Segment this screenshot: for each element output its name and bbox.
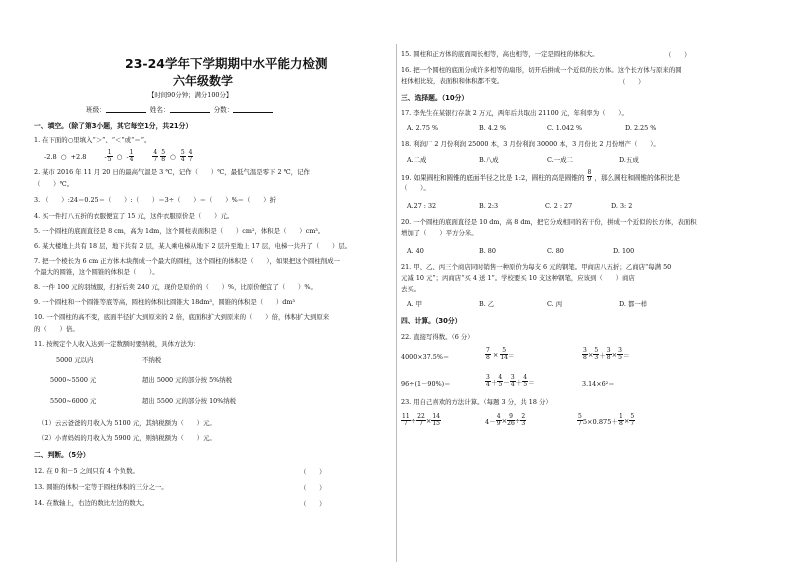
- q19-text-a: 19. 如果圆柱和圆锥的底面半径之比是 1:2，圆柱的高是圆锥的: [401, 173, 585, 182]
- section-2-title: 二、判断。（5分）: [34, 451, 90, 459]
- q16-text-a: 16. 把一个圆柱的底面分成许多相等的扇形，切开后拼成一个近似的长方体。这个长方体与原来的圆: [401, 66, 682, 74]
- q17-text: 17. 李先生在某银行存款 2 万元，两年后共取出 21100 元，年利率为（ ）。: [401, 109, 628, 117]
- q22-item-2: $\frac{7}{8}$ × $\frac{5}{14}$ ＝: [486, 347, 515, 361]
- exam-meta: 【时间90分钟；满分100分】: [148, 91, 233, 99]
- tax-row-3-rule: 超出 5500 元的部分按 10%纳税: [142, 397, 237, 405]
- fraction: $\frac{5}{4}$: [180, 149, 185, 163]
- section-4-title: 四、计算。（30分）: [401, 317, 462, 325]
- q8-text: 8. 一件 100 元的羽绒服，打折后卖 240 元，现价是原价的（ ）%，比原价便宜了（ ）%。: [34, 283, 317, 291]
- q22-item-5: $\frac{3}{4}$ ＋ $\frac{4}{5}$ － $\frac{3}{4}$ ＋ $\frac{4}{5}$ ＝: [486, 374, 535, 388]
- q19-text-b: ，那么圆柱和圆锥的体积比是: [594, 173, 681, 182]
- q1-text: 1. 在下面的○里填入“＞”、“＜”或“＝”。: [34, 136, 151, 144]
- q18-text: 18. 利润厂 2 月份利润 25000 本，3 月份利润 30000 本，3 月份比 2 月份增产（ ）。: [401, 140, 660, 148]
- fraction: $\frac{1}{5}$: [107, 149, 112, 163]
- q18-option-c[interactable]: C.一成二: [547, 156, 573, 164]
- q19-option-c[interactable]: C. 2 : 27: [545, 202, 573, 210]
- q22-item-6: 3.14×6²＝: [582, 380, 615, 388]
- q17-option-d[interactable]: D. 2.25 %: [625, 124, 657, 132]
- q2-text-a: 2. 某市 2016 年 11 月 20 日的最高气温是 3 ℃，记作（ ）℃，最低气温是零下 2 ℃，记作: [34, 168, 310, 176]
- tax-row-2-range: 5000~5500 元: [50, 376, 97, 384]
- tax-row-1-range: 5000 元以内: [56, 356, 94, 364]
- tax-row-2-rule: 超出 5000 元的部分按 5%纳税: [142, 376, 233, 384]
- q21-text-b: 元减 10 元”；丙商店“买 4 送 1”。学校要买 10 支这种钢笔，应该到（ ）商店: [401, 274, 635, 282]
- student-info: [86, 104, 273, 114]
- section-3-title: 三、选择题。（10分）: [401, 94, 469, 102]
- q13-answer-box[interactable]: （ ）: [300, 484, 326, 492]
- q10-text-a: 10. 一个圆柱的高不变，底面半径扩大到原来的 2 倍，底面积扩大到原来的（ ）倍，体积扩大到原来: [34, 313, 330, 321]
- q11-part-1: （1）云云爸爸的月收入为 5100 元，其纳税额为（ ）元。: [38, 419, 216, 427]
- score-field[interactable]: [233, 106, 273, 113]
- q22-text: 22. 直接写得数。（6 分）: [401, 333, 474, 341]
- q20-text-a: 20. 一个圆柱的底面直径是 10 dm，高 8 dm，把它分成相同的若干份，拼成一个近似的长方体，表面积: [401, 218, 697, 226]
- minus-sign: -: [104, 152, 107, 161]
- q13-text: 13. 圆锥的体积一定等于圆柱体积的三分之一。: [34, 483, 168, 491]
- q22-item-4: 96÷(1－90%)＝: [401, 380, 451, 388]
- name-field[interactable]: [170, 106, 210, 113]
- q21-text-a: 21. 甲、乙、丙三个商店同时销售一种原价为每支 6 元的钢笔。甲商店八五折；乙商店“每满 50: [401, 263, 672, 271]
- q21-option-c[interactable]: C. 丙: [547, 300, 563, 308]
- q14-answer-box[interactable]: （ ）: [300, 500, 326, 508]
- q16-text-b: 柱体相比较，表面积和体积都不变。: [401, 77, 504, 85]
- q20-option-c[interactable]: C. 80: [547, 247, 564, 255]
- q23-item-2: 4－ $\frac{4}{9}$ × $\frac{9}{26}$ ÷ $\frac{2}{3}$: [485, 413, 526, 427]
- q5-text: 5. 一个圆柱的底面直径是 8 cm，高为 1dm，这个圆柱表面积是（ ）cm²，体积是（ ）cm³。: [34, 227, 325, 235]
- compare-circle[interactable]: ○: [170, 152, 176, 161]
- fraction: $\frac{4}{7}$: [153, 149, 158, 163]
- q6-text: 6. 某大楼地上共有 18 层，地下共有 2 层，某人乘电梯从地下 2 层升至地上 17 层，电梯一共升了（ ）层。: [34, 242, 352, 250]
- q19-option-d[interactable]: D. 3: 2: [611, 202, 633, 210]
- q7-text-a: 7. 把一个棱长为 6 cm 正方体木块削成一个最大的圆柱，这个圆柱的体积是（ ），如果把这个圆柱削成一: [34, 257, 340, 265]
- q19-text-c: （ ）。: [401, 184, 430, 192]
- section-1-title: 一、填空。（除了第3小题，其它每空1分，共21分）: [34, 122, 193, 130]
- q18-option-b[interactable]: B.八成: [479, 156, 499, 164]
- q12-answer-box[interactable]: （ ）: [300, 468, 326, 476]
- fraction: $\frac{8}{9}$: [587, 169, 592, 183]
- q15-answer-box[interactable]: （ ）: [665, 51, 691, 59]
- q23-item-3: $\frac{5}{7}$ 5×0.875＋ $\frac{1}{8}$ × $\frac{5}{7}$: [578, 413, 635, 427]
- column-divider: [396, 44, 397, 562]
- q1-a-left: -2.8: [44, 152, 57, 161]
- q18-option-d[interactable]: D.五成: [619, 156, 639, 164]
- q21-option-b[interactable]: B. 乙: [479, 300, 495, 308]
- q21-option-d[interactable]: D. 都一样: [619, 300, 648, 308]
- q23-item-1: $\frac{11}{7}$ ÷ $\frac{22}{7}$ × $\frac{14}{15}$: [402, 413, 440, 427]
- q20-option-b[interactable]: B. 80: [479, 247, 496, 255]
- fraction: $\frac{5}{8}$: [161, 149, 166, 163]
- q2-text-b: （ ）℃。: [34, 180, 74, 188]
- tax-row-1-rule: 不纳税: [142, 356, 162, 364]
- q20-option-d[interactable]: D. 100: [613, 247, 635, 255]
- q15-text: 15. 圆柱和正方体的底面周长相等，高也相等，一定是圆柱的体积大。: [401, 50, 599, 58]
- name-label: 姓名：: [149, 106, 170, 114]
- q20-option-a[interactable]: A. 40: [407, 247, 424, 255]
- minus-sign: -: [126, 152, 129, 161]
- q11-text: 11. 按规定个人收入达到一定数额时要纳税，具体方法为：: [34, 340, 200, 348]
- score-label: 分数：: [213, 106, 234, 114]
- q21-option-a[interactable]: A. 甲: [407, 300, 423, 308]
- q20-text-b: 增加了（ ）平方分米。: [401, 229, 478, 237]
- q7-text-b: 个最大的圆锥，这个圆锥的体积是（ ）。: [34, 268, 159, 276]
- compare-circle[interactable]: ○: [116, 152, 123, 161]
- q17-option-a[interactable]: A. 2.75 %: [407, 124, 439, 132]
- q14-text: 14. 在数轴上，右边的数比左边的数大。: [34, 499, 149, 507]
- exam-subtitle: 六年级数学: [173, 74, 234, 88]
- exam-title: 23-24学年下学期期中水平能力检测: [125, 56, 328, 71]
- q19-option-b[interactable]: B. 2:3: [479, 202, 499, 210]
- q1-a-right: +2.8: [70, 152, 87, 161]
- q18-option-a[interactable]: A.二成: [407, 156, 427, 164]
- q17-option-c[interactable]: C. 1.042 %: [547, 124, 583, 132]
- q10-text-b: 的（ ）倍。: [34, 325, 79, 333]
- q11-part-2: （2）小青妈妈的月收入为 5900 元，则纳税额为（ ）元。: [38, 434, 216, 442]
- q22-item-1: 4000×37.5%＝: [401, 353, 450, 361]
- q3-text: 3. （ ）:24＝0.25＝（ ）:（ ）＝3÷（ ）＝（ ）%＝（ ）折: [34, 196, 277, 204]
- class-field[interactable]: [106, 106, 146, 113]
- class-label: 班级：: [86, 106, 106, 114]
- q19-option-a[interactable]: A.27 : 32: [407, 202, 437, 210]
- compare-circle[interactable]: ○: [60, 152, 67, 161]
- q16-answer-box[interactable]: （ ）: [619, 78, 645, 86]
- tax-row-3-range: 5500~6000 元: [50, 397, 97, 405]
- q12-text: 12. 在 0 和－5 之间只有 4 个负数。: [34, 467, 139, 475]
- q1-comparisons: [44, 150, 193, 163]
- q22-item-3: $\frac{3}{8}$ × $\frac{5}{3}$ ＋ $\frac{3}{8}$ × $\frac{3}{5}$ ＝: [583, 347, 630, 361]
- q21-text-c: 去买。: [401, 285, 421, 293]
- fraction: $\frac{4}{7}$: [188, 149, 193, 163]
- fraction: $\frac{1}{4}$: [129, 149, 134, 163]
- q4-text: 4. 买一件打八五折的衣服便宜了 15 元，这件衣服原价是（ ）元。: [34, 212, 234, 220]
- q17-option-b[interactable]: B. 4.2 %: [479, 124, 507, 132]
- q9-text: 9. 一个圆柱和一个圆锥等底等高，圆柱的体积比圆锥大 18dm³，圆锥的体积是（ ）dm³: [34, 298, 295, 306]
- q19-text: [401, 170, 680, 183]
- q23-text: 23. 用自己喜欢的方法计算。（每题 3 分，共 18 分）: [401, 398, 552, 406]
